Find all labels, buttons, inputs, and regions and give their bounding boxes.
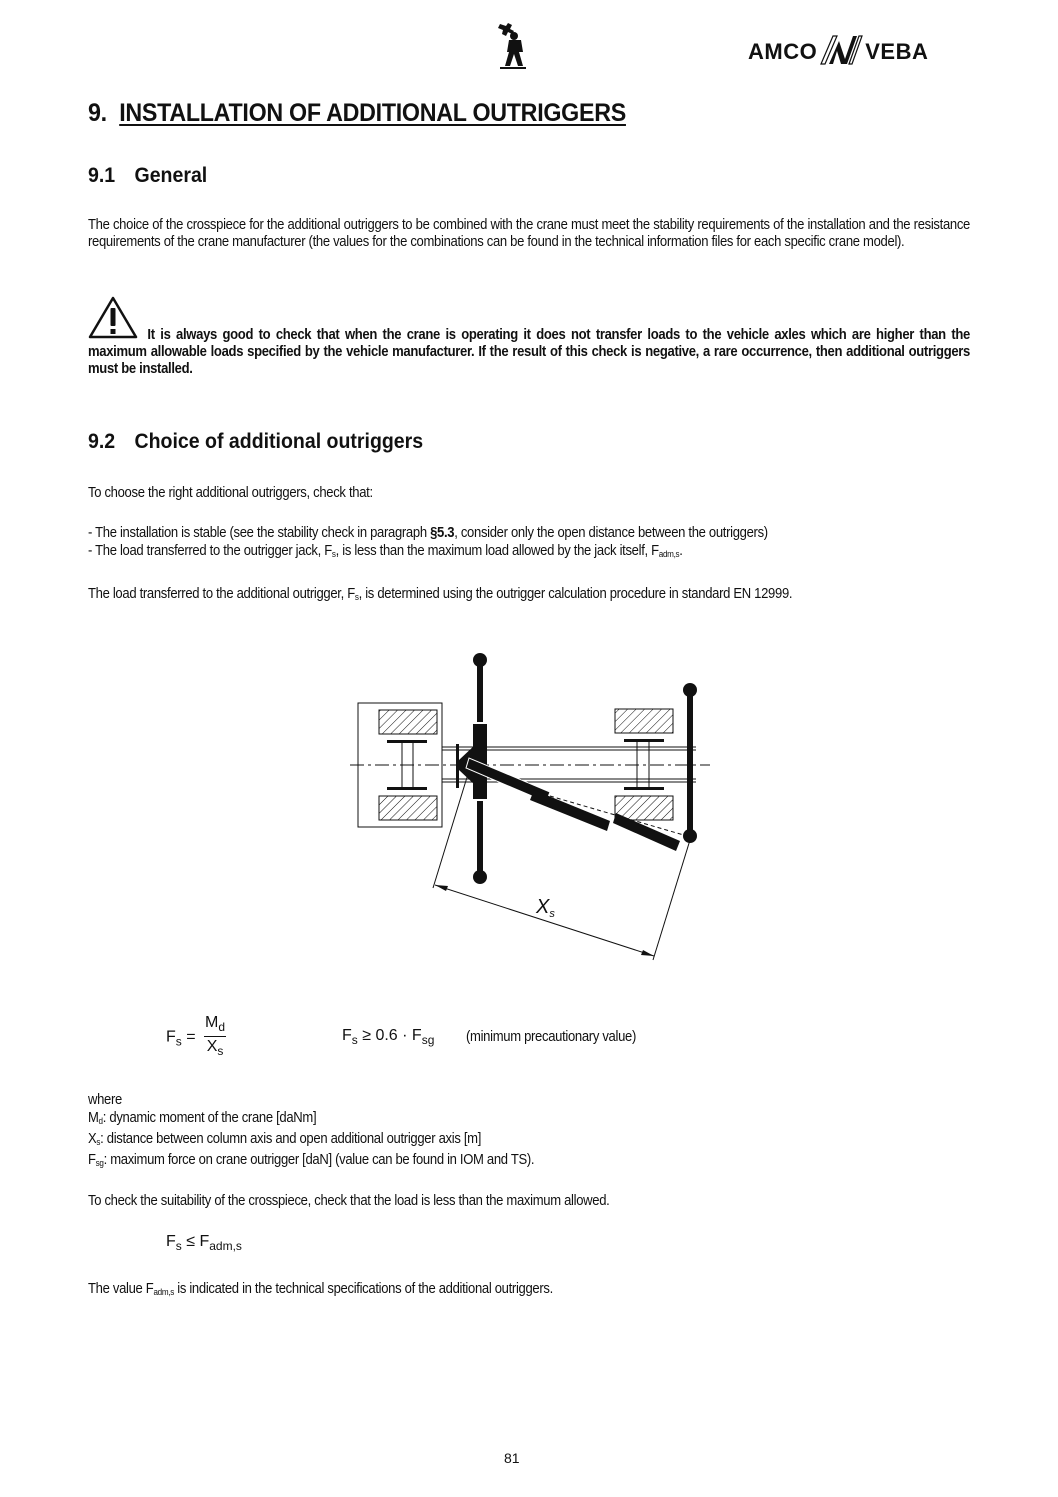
formula-fs-leq-fadm: $F_s \le F_{adm,s}$: [166, 1233, 242, 1253]
where-label: where: [88, 1092, 122, 1108]
section-heading-9-2: [88, 430, 423, 454]
section-title: General: [134, 164, 208, 187]
page-number: 81: [504, 1450, 520, 1466]
mechanic-with-wrench-icon: [494, 20, 538, 72]
check-paragraph: To check the suitability of the crosspiece, check that the load is less than the maximum allowed.: [88, 1193, 610, 1209]
outrigger-diagram: [340, 640, 720, 970]
chapter-number: 9.: [88, 99, 107, 127]
definition-fsg: $F_{sg}$: maximum force on crane outrigger [daN] (value can be found in IOM and TS).: [88, 1152, 535, 1168]
amco-veba-mark-icon: [819, 35, 863, 70]
section-title: Choice of additional outriggers: [134, 430, 424, 453]
load-paragraph: The load transferred to the additional outrigger, $F_s$, is determined using the outrigger calculation procedure in standard EN 12999.: [88, 586, 793, 602]
definition-md: $M_d$: dynamic moment of the crane [daNm]: [88, 1110, 317, 1126]
chapter-title: [88, 99, 626, 128]
general-paragraph: The choice of the crosspiece for the additional outriggers to be combined with the crane must meet the stability requirements of the installation and the resistance requirements of the crane manufacturer (the values for the combinations can be found in the technical information files for each specific crane model).: [88, 217, 970, 250]
section-number: 9.1: [88, 164, 116, 187]
formula-note: (minimum precautionary value): [466, 1029, 637, 1045]
additional-outrigger: [683, 683, 697, 843]
bullet-stability: - The installation is stable (see the stability check in paragraph §5.3, consider only the open distance between the outriggers): [88, 525, 768, 541]
definition-xs: $X_s$: distance between column axis and open additional outrigger axis [m]: [88, 1131, 482, 1147]
xs-label: $X_s$: [536, 896, 555, 920]
bullet-load: - The load transferred to the outrigger jack, $F_s$, is less than the maximum load allowed by the jack itself, $F_{adm,s}$.: [88, 543, 683, 559]
brand-amco: AMCO: [748, 39, 818, 64]
section-heading-9-1: [88, 164, 207, 188]
final-paragraph: The value $F_{adm,s}$ is indicated in the technical specifications of the additional outriggers.: [88, 1281, 553, 1297]
formula-fs-equals-md-over-xs: $F_s$ = $\frac{M_d}{X_s}$: [166, 1014, 226, 1061]
chapter-title-text: INSTALLATION OF ADDITIONAL OUTRIGGERS: [119, 99, 626, 127]
fraction: $\frac{M_d}{X_s}$: [205, 1014, 226, 1058]
intro-text: To choose the right additional outriggers, check that:: [88, 485, 373, 501]
amco-veba-logo: [748, 36, 928, 68]
paragraph-reference-link: §5.3: [430, 525, 455, 541]
section-number: 9.2: [88, 430, 116, 453]
warning-text: It is always good to check that when the crane is operating it does not transfer loads to the vehicle axles which are higher than the maximum allowable loads specified by the vehicle manufacturer. If the result of this check is negative, a rare occurrence, then additional outriggers must be installed.: [88, 327, 970, 377]
brand-veba: VEBA: [865, 39, 929, 64]
formula-fs-min: $F_s \ge 0.6 \cdot F_{sg}$: [342, 1027, 435, 1047]
